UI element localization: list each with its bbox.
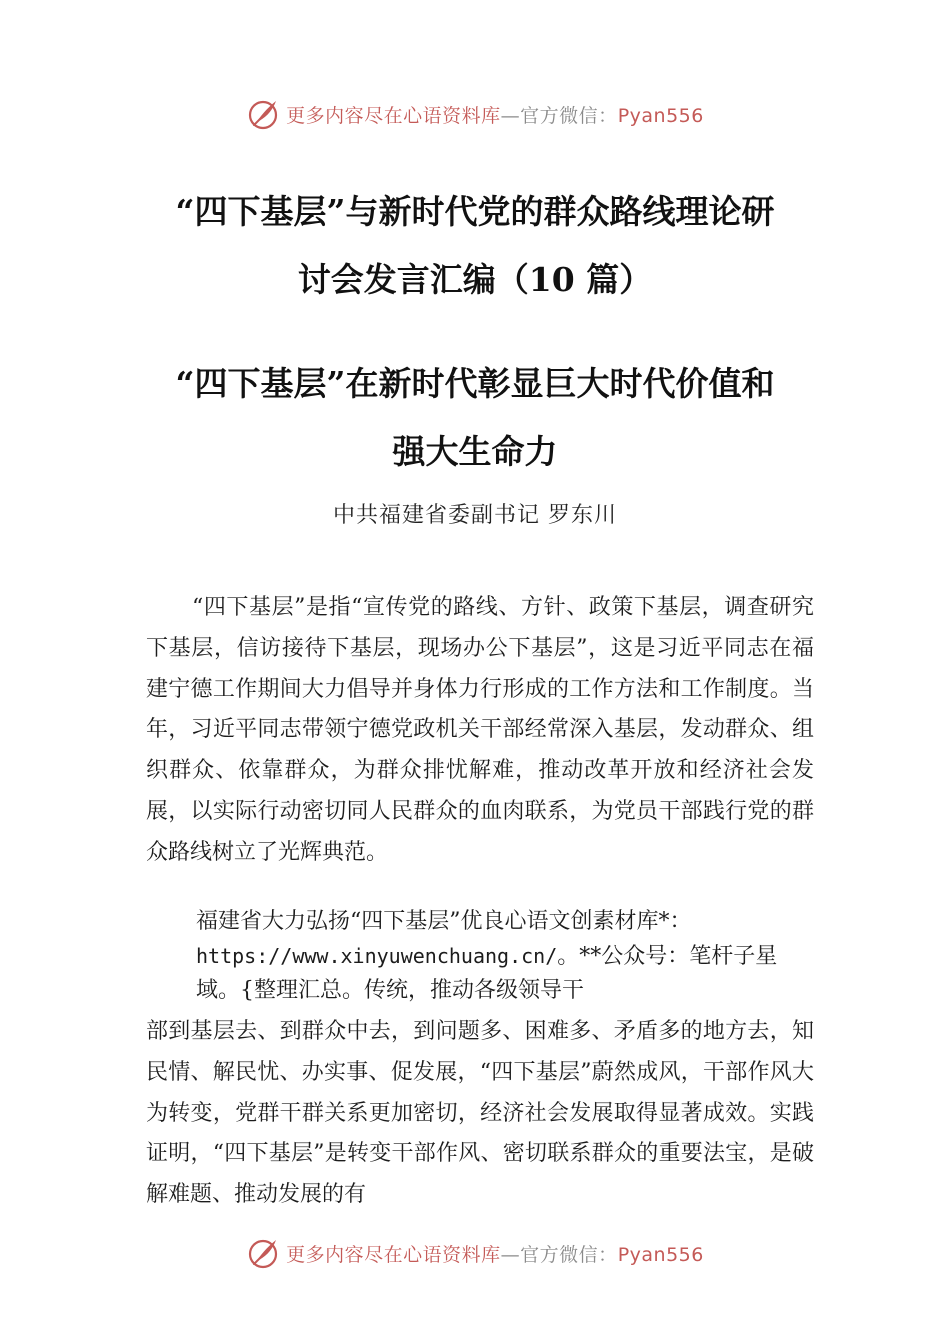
banner-wechat-label: 官方微信： (520, 104, 618, 127)
inserted-promo-text (196, 905, 836, 1008)
banner-slogan: 更多内容尽在心语资料库 (286, 104, 501, 127)
banner-slogan: 更多内容尽在心语资料库 (286, 1243, 501, 1266)
body-paragraph-1: “四下基层”是指“宣传党的路线、方针、政策下基层，调查研究下基层，信访接待下基层，现场办公下基层”，这是习近平同志在福建宁德工作期间大力倡导并身体力行形成的工作方法和工作制度。当年，习近平同志带领宁德党政机关干部经常深入基层，发动群众、组织群众、依靠群众，为群众排忧解难，推动改革开放和经济社会发展，以实际行动密切同人民群众的血肉联系，为党员干部践行党的群众路线树立了光辉典范。 (146, 595, 814, 865)
document-title-line2: 讨会发言汇编（10 篇） (297, 260, 653, 299)
document-title (0, 178, 950, 314)
author-byline: 中共福建省委副书记 罗东川 (333, 503, 617, 528)
article-title-line2: 强大生命力 (392, 432, 558, 471)
body-paragraph-2: 部到基层去、到群众中去，到问题多、困难多、矛盾多的地方去，知民情、解民忧、办实事、促发展，“四下基层”蔚然成风，干部作风大为转变，党群干群关系更加密切，经济社会发展取得显著成效。实践证明，“四下基层”是转变干部作风、密切联系群众的重要法宝，是破解难题、推动发展的有 (146, 1019, 814, 1208)
inserted-line-3: 域。{整理汇总。传统，推动各级领导干 (196, 978, 584, 1003)
banner-separator: — (500, 104, 521, 127)
banner-separator: — (500, 1243, 521, 1266)
banner-wechat-label: 官方微信： (520, 1243, 618, 1266)
banner-text (286, 1240, 704, 1267)
article-title-line1: “四下基层”在新时代彰显巨大时代价值和 (175, 364, 775, 403)
inserted-line-2 (196, 939, 836, 974)
banner-wechat-id: Pyan556 (617, 104, 704, 127)
footer-banner (0, 1231, 950, 1275)
quill-pen-logo-icon (246, 97, 280, 131)
quill-pen-logo-icon (246, 1236, 280, 1270)
promo-url-link[interactable]: https://www.xinyuwenchuang.cn/ (196, 944, 558, 968)
banner-text (286, 101, 704, 128)
document-title-line1: “四下基层”与新时代党的群众路线理论研 (175, 192, 775, 231)
inserted-line-2-rest: 。**公众号：笔杆子星 (557, 944, 778, 969)
banner-wechat-id: Pyan556 (617, 1243, 704, 1266)
article-title (0, 350, 950, 486)
inserted-line-1: 福建省大力弘扬“四下基层”优良心语文创素材库*： (196, 909, 692, 934)
header-banner (0, 92, 950, 136)
